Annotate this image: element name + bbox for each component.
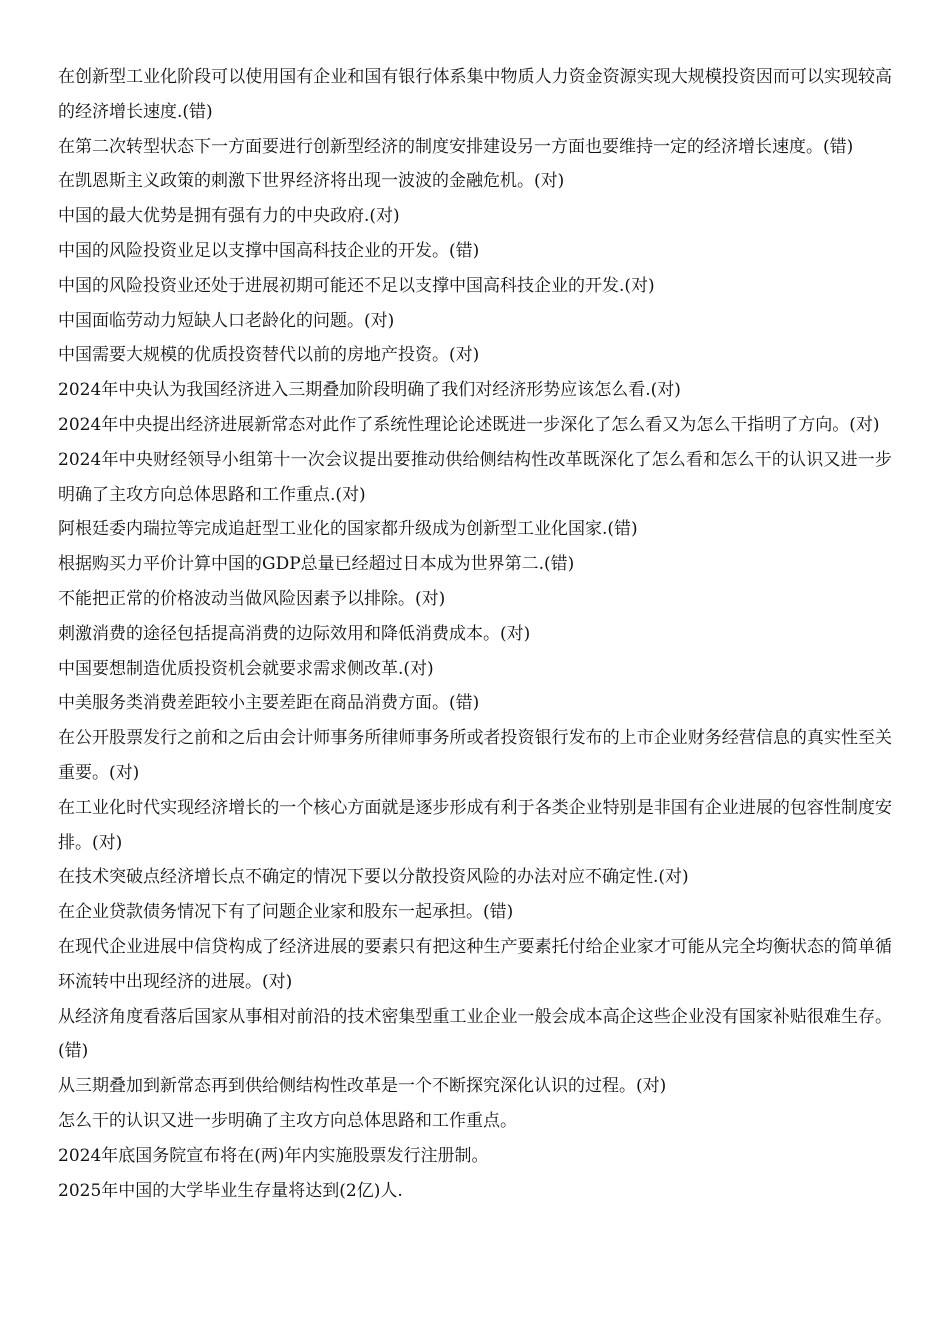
statement-17: 中美服务类消费差距较小主要差距在商品消费方面。(错)	[58, 693, 480, 714]
statement-1: 在创新型工业化阶段可以使用国有企业和国有银行体系集中物质人力资金资源实现大规模投资因而可以实现较高的经济增长速度.(错)	[58, 67, 892, 122]
statement-7: 中国面临劳动力短缺人口老龄化的问题。(对)	[58, 310, 395, 331]
statement-16: 中国要想制造优质投资机会就要求需求侧改革.(对)	[58, 658, 434, 679]
statement-24: 从三期叠加到新常态再到供给侧结构性改革是一个不断探究深化认识的过程。(对)	[58, 1076, 667, 1097]
statement-4: 中国的最大优势是拥有强有力的中央政府.(对)	[58, 206, 400, 227]
statement-8: 中国需要大规模的优质投资替代以前的房地产投资。(对)	[58, 345, 480, 366]
statement-21: 在企业贷款债务情况下有了问题企业家和股东一起承担。(错)	[58, 902, 514, 923]
statement-25: 怎么干的认识又进一步明确了主攻方向总体思路和工作重点。	[58, 1110, 517, 1131]
statement-11: 2024年中央财经领导小组第十一次会议提出要推动供给侧结构性改革既深化了怎么看和怎么干的认识又进一步明确了主攻方向总体思路和工作重点.(对)	[58, 449, 892, 505]
statement-27: 2025年中国的大学毕业生存量将达到(2亿)人.	[58, 1180, 403, 1201]
statement-6: 中国的风险投资业还处于进展初期可能还不足以支撑中国高科技企业的开发.(对)	[58, 275, 655, 296]
statement-26: 2024年底国务院宣布将在(两)年内实施股票发行注册制。	[58, 1145, 489, 1166]
statement-23: 从经济角度看落后国家从事相对前沿的技术密集型重工业企业一般会成本高企这些企业没有国家补贴很难生存。(错)	[58, 1006, 892, 1062]
statement-19: 在工业化时代实现经济增长的一个核心方面就是逐步形成有利于各类企业特别是非国有企业进展的包容性制度安排。(对)	[58, 797, 892, 853]
statement-3: 在凯恩斯主义政策的刺激下世界经济将出现一波波的金融危机。(对)	[58, 171, 565, 192]
statement-5: 中国的风险投资业足以支撑中国高科技企业的开发。(错)	[58, 240, 480, 261]
statement-10: 2024年中央提出经济进展新常态对此作了系统性理论论述既进一步深化了怎么看又为怎么干指明了方向。(对)	[58, 414, 880, 435]
statement-15: 刺激消费的途径包括提高消费的边际效用和降低消费成本。(对)	[58, 623, 531, 644]
statement-2: 在第二次转型状态下一方面要进行创新型经济的制度安排建设另一方面也要维持一定的经济增长速度。(错)	[58, 136, 854, 157]
statement-12: 阿根廷委内瑞拉等完成追赶型工业化的国家都升级成为创新型工业化国家.(错)	[58, 519, 638, 540]
statement-13: 根据购买力平价计算中国的GDP总量已经超过日本成为世界第二.(错)	[58, 554, 575, 575]
statement-20: 在技术突破点经济增长点不确定的情况下要以分散投资风险的办法对应不确定性.(对)	[58, 867, 689, 888]
statement-18: 在公开股票发行之前和之后由会计师事务所律师事务所或者投资银行发布的上市企业财务经营信息的真实性至关重要。(对)	[58, 728, 892, 783]
statement-9: 2024年中央认为我国经济进入三期叠加阶段明确了我们对经济形势应该怎么看.(对)	[58, 380, 681, 401]
statement-22: 在现代企业进展中信贷构成了经济进展的要素只有把这种生产要素托付给企业家才可能从完全均衡状态的简单循环流转中出现经济的进展。(对)	[58, 936, 892, 992]
statement-14: 不能把正常的价格波动当做风险因素予以排除。(对)	[58, 588, 446, 609]
